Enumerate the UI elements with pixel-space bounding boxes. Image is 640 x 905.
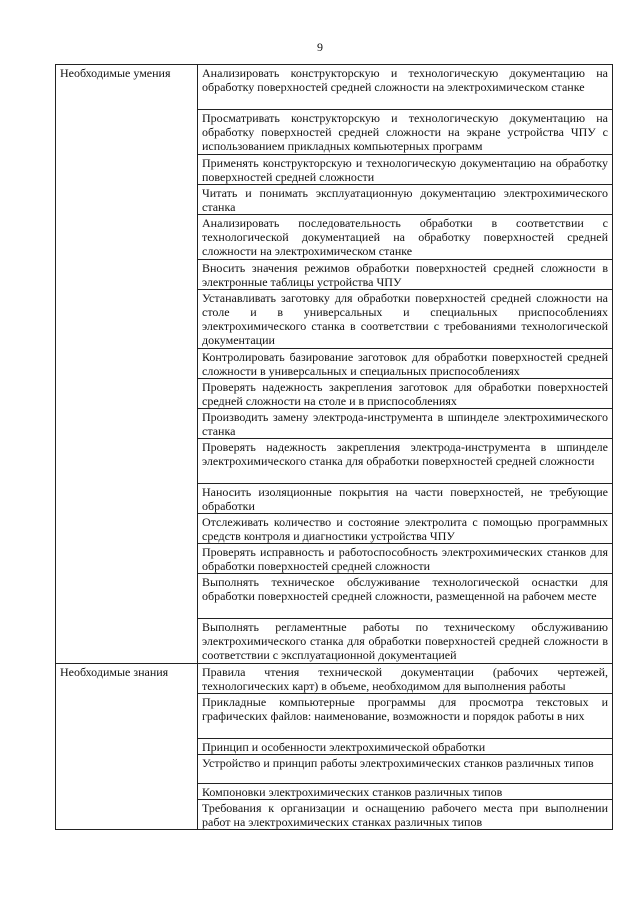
skill-item: Производить замену электрода-инструмента в шпинделе электрохимического станка (198, 409, 613, 439)
skill-item: Анализировать конструкторскую и технологическую документацию на обработку поверхностей средней сложности на электрохимическом станке (198, 65, 613, 110)
page-number: 9 (317, 40, 323, 54)
competency-table (55, 64, 613, 830)
knowledge-item: Компоновки электрохимических станков различных типов (198, 784, 613, 800)
skill-item: Контролировать базирование заготовок для обработки поверхностей средней сложности в универсальных и специальных приспособлениях (198, 349, 613, 379)
skill-item: Выполнять техническое обслуживание технологической оснастки для обработки поверхностей средней сложности, размещенной на рабочем месте (198, 574, 613, 619)
skill-item: Устанавливать заготовку для обработки поверхностей средней сложности на столе и в универсальных и специальных приспособлениях электрохимического станка в соответствии с требованиями технологической документации (198, 290, 613, 349)
skill-item: Отслеживать количество и состояние электролита с помощью программных средств контроля и диагностики устройства ЧПУ (198, 514, 613, 544)
skill-item: Проверять надежность закрепления заготовок для обработки поверхностей средней сложности на столе и в приспособлениях (198, 379, 613, 409)
skill-item: Читать и понимать эксплуатационную документацию электрохимического станка (198, 185, 613, 215)
knowledge-item: Правила чтения технической документации (рабочих чертежей, технологических карт) в объеме, необходимом для выполнения работы (198, 664, 613, 694)
table-row (56, 65, 613, 110)
knowledge-item: Устройство и принцип работы электрохимических станков различных типов (198, 755, 613, 784)
knowledge-item: Принцип и особенности электрохимической обработки (198, 739, 613, 755)
skill-item: Анализировать последовательность обработки в соответствии с технологической документацией на обработку поверхностей средней сложности на электрохимическом станке (198, 215, 613, 260)
table-row (56, 664, 613, 694)
knowledge-item: Прикладные компьютерные программы для просмотра текстовых и графических файлов: наименование, возможности и порядок работы в них (198, 694, 613, 739)
skill-item: Проверять надежность закрепления электрода-инструмента в шпинделе электрохимического станка для обработки поверхностей средней сложности (198, 439, 613, 484)
skill-item: Применять конструкторскую и технологическую документацию на обработку поверхностей средней сложности (198, 155, 613, 185)
section-label-knowledge: Необходимые знания (56, 664, 198, 830)
skill-item: Проверять исправность и работоспособность электрохимических станков для обработки поверхностей средней сложности (198, 544, 613, 574)
skill-item: Вносить значения режимов обработки поверхностей средней сложности в электронные таблицы устройства ЧПУ (198, 260, 613, 290)
knowledge-item: Требования к организации и оснащению рабочего места при выполнении работ на электрохимических станках различных типов (198, 800, 613, 830)
skill-item: Выполнять регламентные работы по техническому обслуживанию электрохимического станка для обработки поверхностей средней сложности в соответствии с эксплуатационной документацией (198, 619, 613, 664)
skill-item: Просматривать конструкторскую и технологическую документацию на обработку поверхностей средней сложности на экране устройства ЧПУ с использованием прикладных компьютерных программ (198, 110, 613, 155)
section-label-skills: Необходимые умения (56, 65, 198, 664)
skill-item: Наносить изоляционные покрытия на части поверхностей, не требующие обработки (198, 484, 613, 514)
